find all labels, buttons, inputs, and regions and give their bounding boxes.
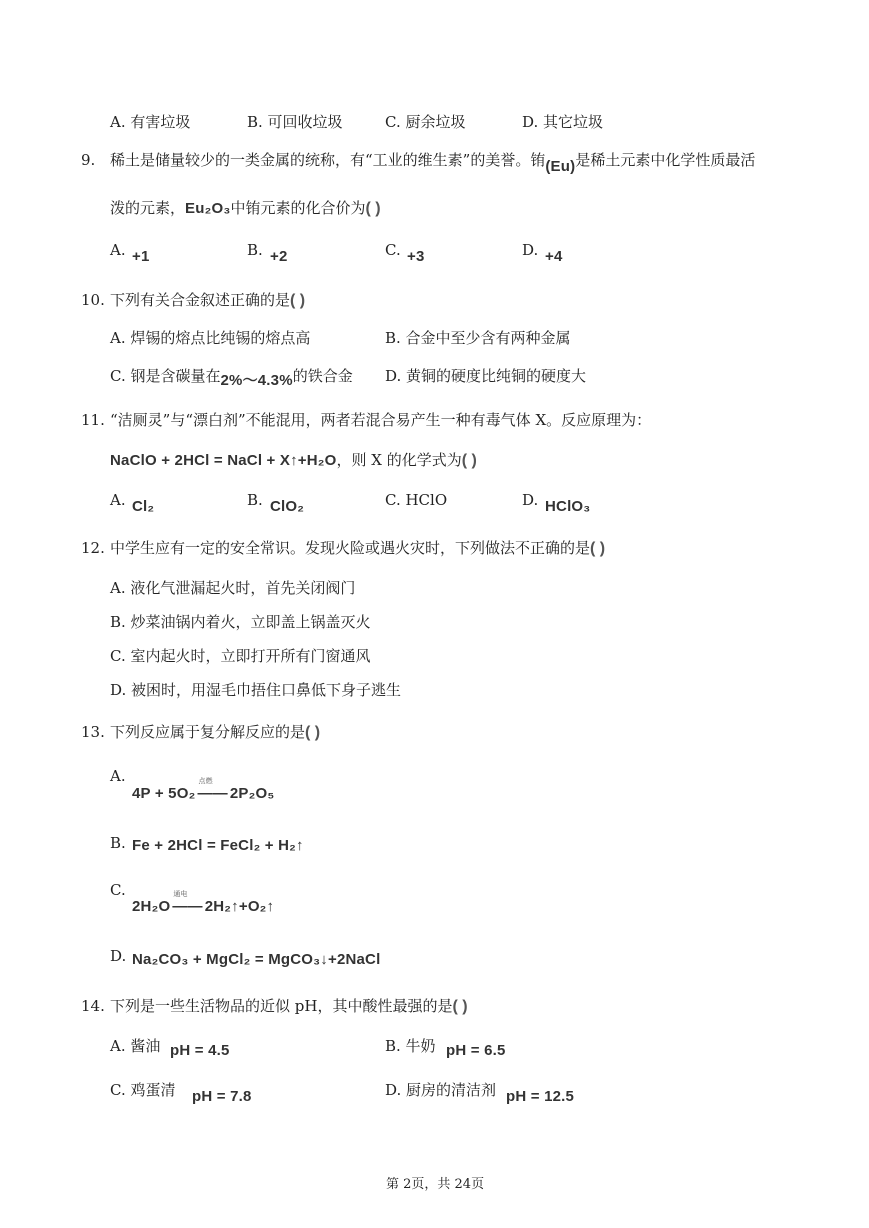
q11-value-a: Cl₂ [132, 498, 155, 515]
q13-letter-c: C. [110, 881, 126, 899]
q10-option-c: C. 钢是含碳量在2%～4.3%的铁合金 [110, 367, 353, 389]
q14-ph-d: pH = 12.5 [506, 1088, 575, 1105]
q11-number: 11. [81, 411, 105, 429]
q10-number: 10. [81, 291, 105, 309]
q9-number: 9. [81, 151, 96, 169]
q14-option-d: D. 厨房的清洁剂 [385, 1081, 497, 1099]
q11-value-d: HClO₃ [545, 498, 591, 515]
q13-condition-a: 点燃 [198, 778, 213, 785]
q9-value-a: +1 [132, 248, 150, 265]
q11-letter-a: A. [110, 491, 126, 509]
q10-stem: 下列有关合金叙述正确的是( ) [110, 291, 306, 309]
q9-stem-line1: 稀土是储量较少的一类金属的统称，有“工业的维生素”的美誉。铕(Eu)是稀土元素中化学性质最活 [110, 151, 756, 175]
q14-ph-b: pH = 6.5 [446, 1042, 506, 1059]
q11-letter-b: B. [247, 491, 263, 509]
q14-option-b: B. 牛奶 [385, 1037, 436, 1055]
q14-option-c: C. 鸡蛋清 [110, 1081, 176, 1099]
q11-option-c: C. HClO [385, 491, 448, 509]
q8-option-a: A. 有害垃圾 [110, 113, 191, 131]
q13-equation-b: Fe + 2HCl = FeCl₂ + H₂↑ [132, 837, 304, 854]
q13-equation-a: 4P + 5O₂ 点燃 —— 2P₂O₅ [132, 778, 275, 802]
q13-equation-d: Na₂CO₃ + MgCl₂ = MgCO₃↓+2NaCl [132, 951, 381, 968]
q13-letter-a: A. [110, 767, 126, 785]
q8-option-c: C. 厨余垃圾 [385, 113, 466, 131]
q11-answer-paren: ( ) [461, 452, 477, 469]
q9-element-symbol: (Eu) [545, 158, 576, 175]
page-footer: 第 2页，共 24页 [386, 1177, 485, 1192]
q11-equation-line: NaClO + 2HCl = NaCl + X↑+H₂O，则 X 的化学式为( ) [110, 451, 477, 469]
q8-option-b: B. 可回收垃圾 [247, 113, 343, 131]
q13-number: 13. [81, 723, 105, 741]
q13-letter-d: D. [110, 947, 127, 965]
q14-ph-a: pH = 4.5 [170, 1042, 230, 1059]
q13-equation-c: 2H₂O 通电 —— 2H₂↑+O₂↑ [132, 891, 275, 915]
q10-option-b: B. 合金中至少含有两种金属 [385, 329, 571, 347]
q14-ph-c: pH = 7.8 [192, 1088, 252, 1105]
q14-number: 14. [81, 997, 105, 1015]
q12-option-c: C. 室内起火时，立即打开所有门窗通风 [110, 647, 371, 665]
q9-answer-paren: ( ) [365, 200, 381, 217]
q10-option-a: A. 焊锡的熔点比纯锡的熔点高 [110, 329, 311, 347]
q9-letter-b: B. [247, 241, 263, 259]
q14-stem: 下列是一些生活物品的近似 pH，其中酸性最强的是( ) [110, 997, 468, 1015]
q9-stem-line2: 泼的元素，Eu₂O₃中铕元素的化合价为( ) [110, 199, 381, 217]
q12-option-b: B. 炒菜油锅内着火，立即盖上锅盖灭火 [110, 613, 371, 631]
q12-stem: 中学生应有一定的安全常识。发现火险或遇火灾时，下列做法不正确的是( ) [110, 539, 606, 557]
q9-letter-c: C. [385, 241, 401, 259]
q13-letter-b: B. [110, 834, 126, 852]
q14-answer-paren: ( ) [452, 998, 468, 1015]
q9-formula: Eu₂O₃ [185, 200, 231, 217]
q11-stem: “洁厕灵”与“漂白剂”不能混用，两者若混合易产生一种有毒气体 X。反应原理为： [110, 411, 652, 429]
q12-answer-paren: ( ) [590, 540, 606, 557]
q12-number: 12. [81, 539, 105, 557]
q10-answer-paren: ( ) [290, 292, 306, 309]
q12-option-a: A. 液化气泄漏起火时，首先关闭阀门 [110, 579, 356, 597]
q9-letter-a: A. [110, 241, 126, 259]
q11-value-b: ClO₂ [270, 498, 305, 515]
q13-stem: 下列反应属于复分解反应的是( ) [110, 723, 321, 741]
q12-option-d: D. 被困时，用湿毛巾捂住口鼻低下身子逃生 [110, 681, 402, 699]
q9-value-b: +2 [270, 248, 288, 265]
q8-option-d: D. 其它垃圾 [522, 113, 604, 131]
q9-value-c: +3 [407, 248, 425, 265]
q9-value-d: +4 [545, 248, 563, 265]
q10-carbon-range: 2%～4.3% [220, 372, 293, 389]
q10-option-d: D. 黄铜的硬度比纯铜的硬度大 [385, 367, 587, 385]
q13-condition-c: 通电 [173, 891, 188, 898]
q9-letter-d: D. [522, 241, 539, 259]
q13-answer-paren: ( ) [305, 724, 321, 741]
q14-option-a: A. 酱油 [110, 1037, 161, 1055]
q11-letter-d: D. [522, 491, 539, 509]
q11-equation: NaClO + 2HCl = NaCl + X↑+H₂O [110, 452, 337, 469]
